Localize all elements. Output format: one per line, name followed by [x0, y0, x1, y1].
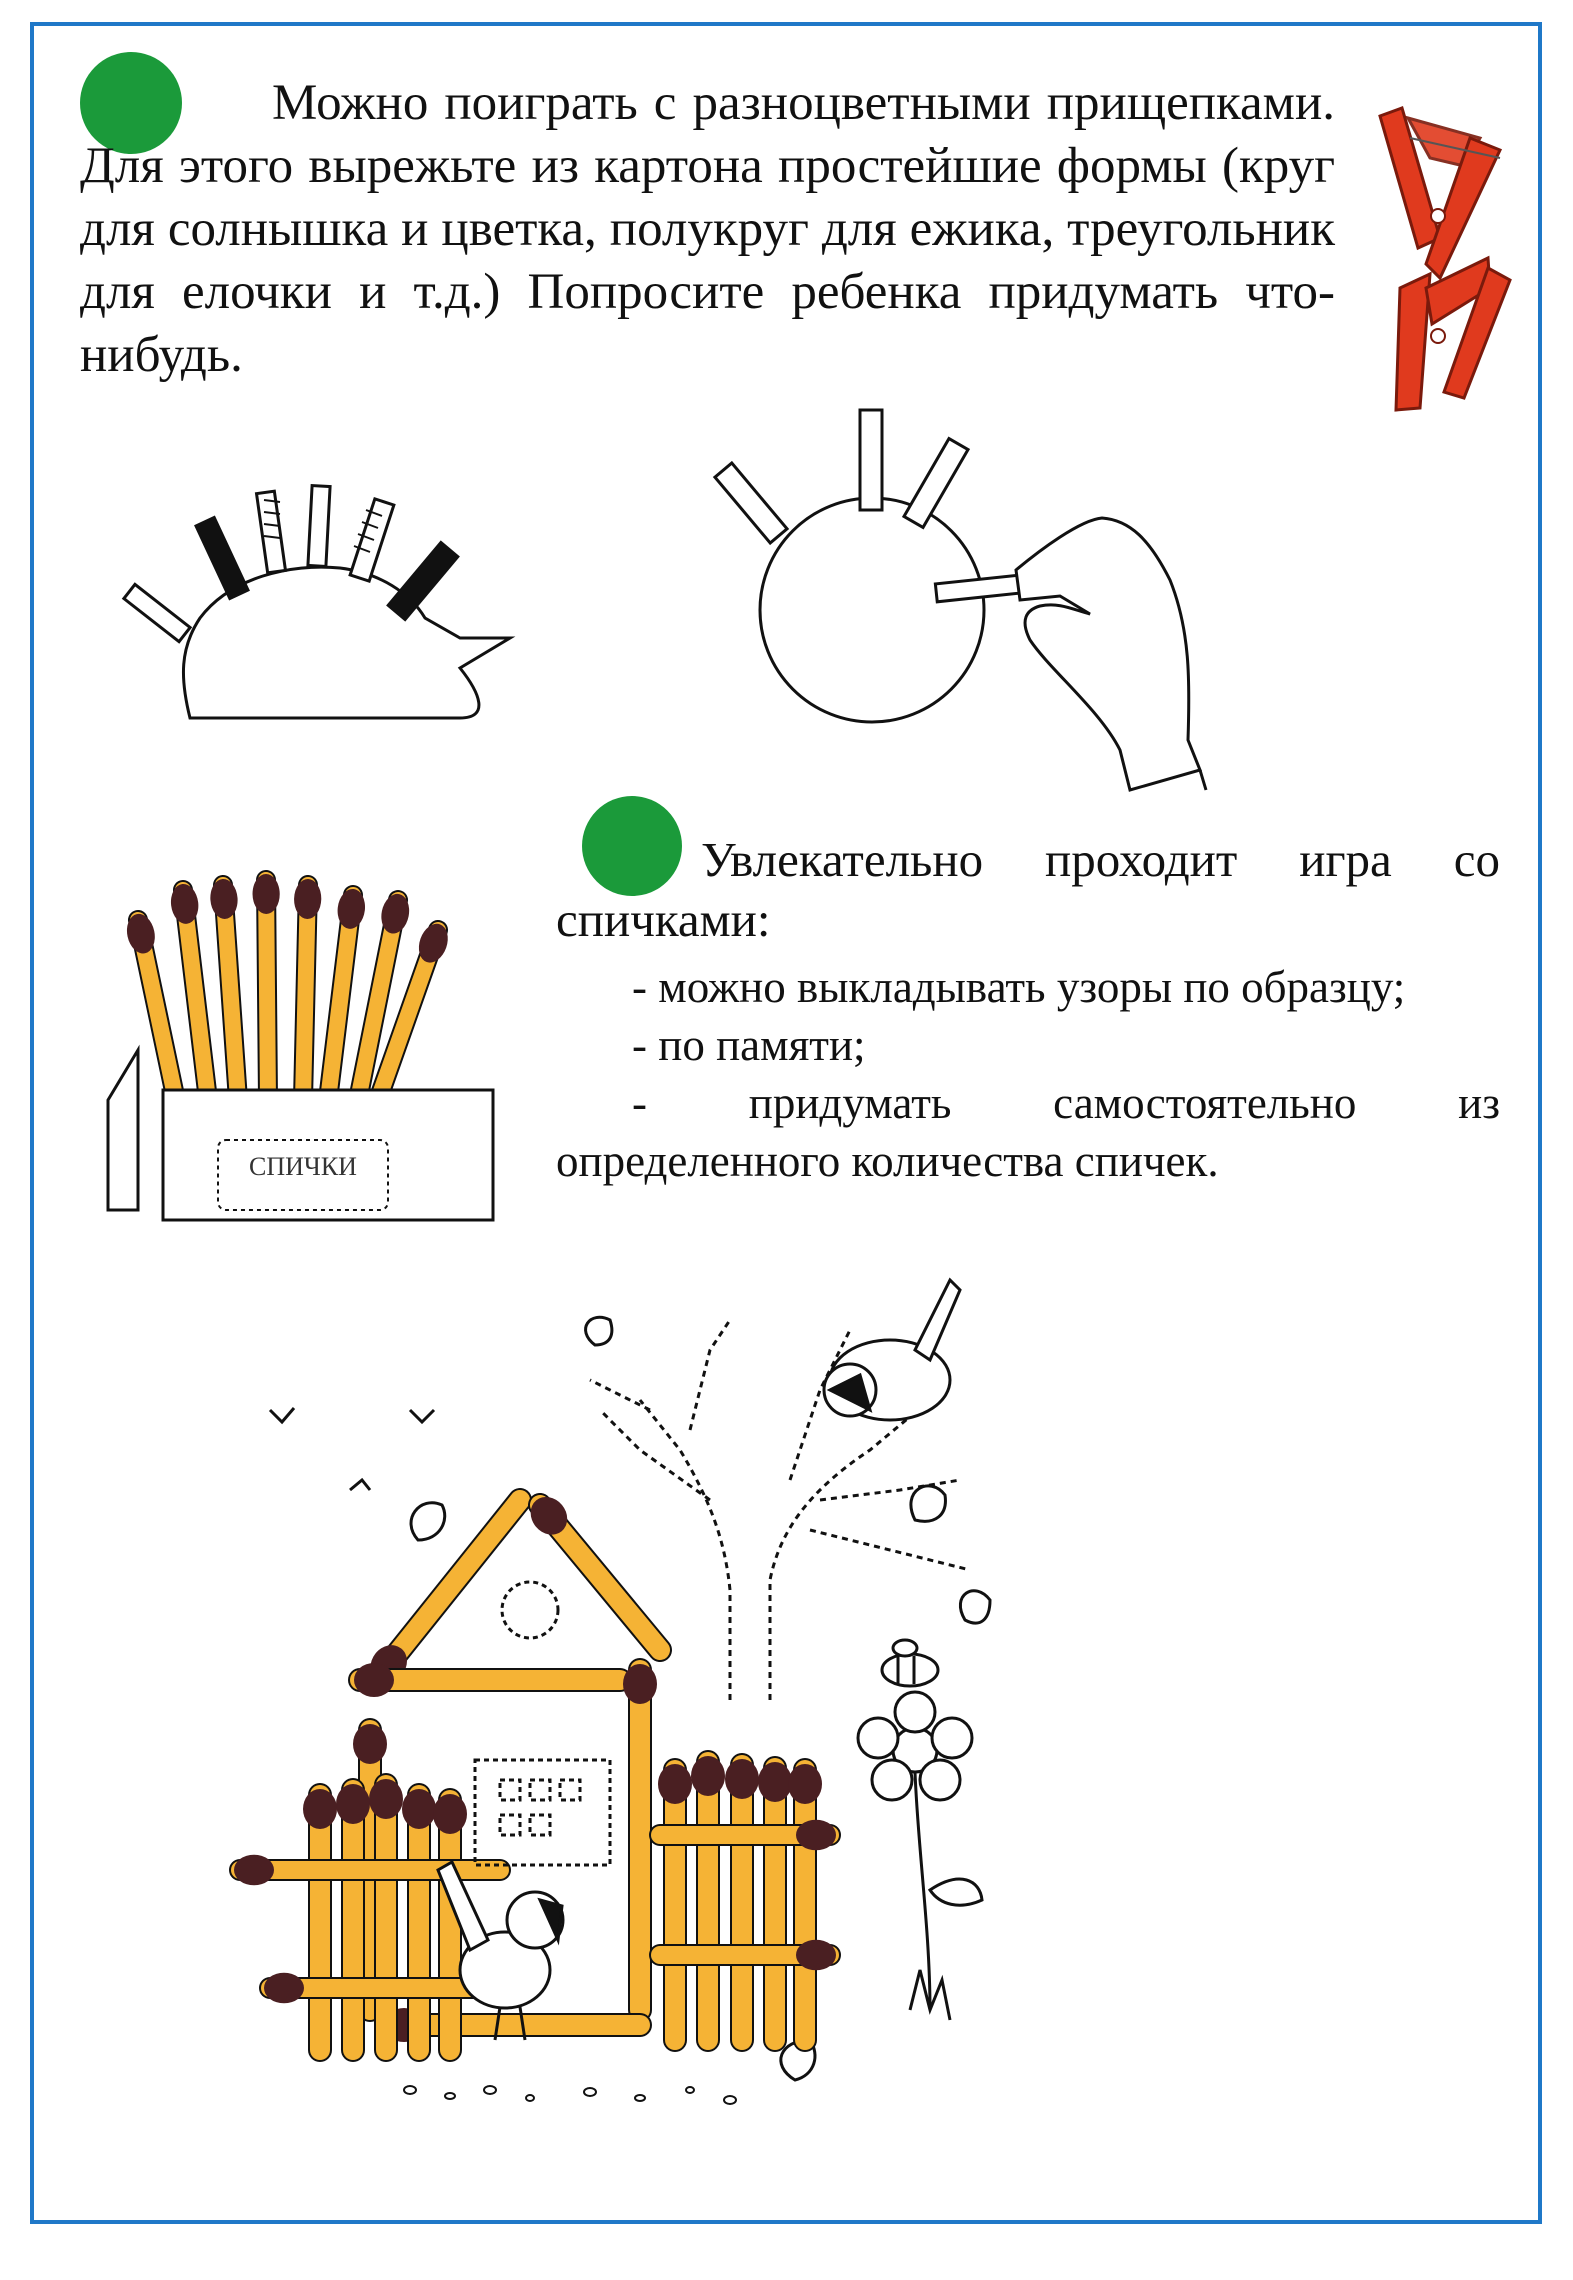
flower-illustration [858, 1692, 982, 2020]
list-item: определенного количества спичек. [556, 1136, 1219, 1186]
match-house-scene [170, 1250, 1410, 2150]
matchbox-label: СПИЧКИ [249, 1152, 357, 1181]
bee-icon [882, 1640, 938, 1686]
list-item: - придумать самостоятельно из [632, 1078, 1500, 1128]
circle-clothespin-hand-illustration [730, 410, 1210, 800]
list-item: - можно выкладывать узоры по образцу; [632, 962, 1406, 1012]
matches-paragraph: Увлекательно проходит игра со спичками: [556, 832, 1500, 947]
match-sticks [123, 874, 452, 1110]
red-clothespin-illustration [1360, 98, 1520, 418]
matches-list [556, 958, 1500, 1190]
hedgehog-clothespin-illustration [140, 478, 520, 728]
ground-pebbles [404, 2086, 736, 2104]
list-item: - по памяти; [632, 1020, 866, 1070]
house-window [475, 1582, 610, 1865]
sky-birds [270, 1408, 434, 1490]
bird-on-tree [824, 1280, 960, 1420]
matchbox-illustration [108, 860, 508, 1210]
clothespin-paragraph: Можно поиграть с разноцветными прищепками. Для этого вырежьте из картона простейшие формы (круг для солнышка и цветка, полукруг для ежика, треугольник для елочки и т.д.) Попросите ребенка придумать что-нибудь. [80, 75, 1335, 383]
